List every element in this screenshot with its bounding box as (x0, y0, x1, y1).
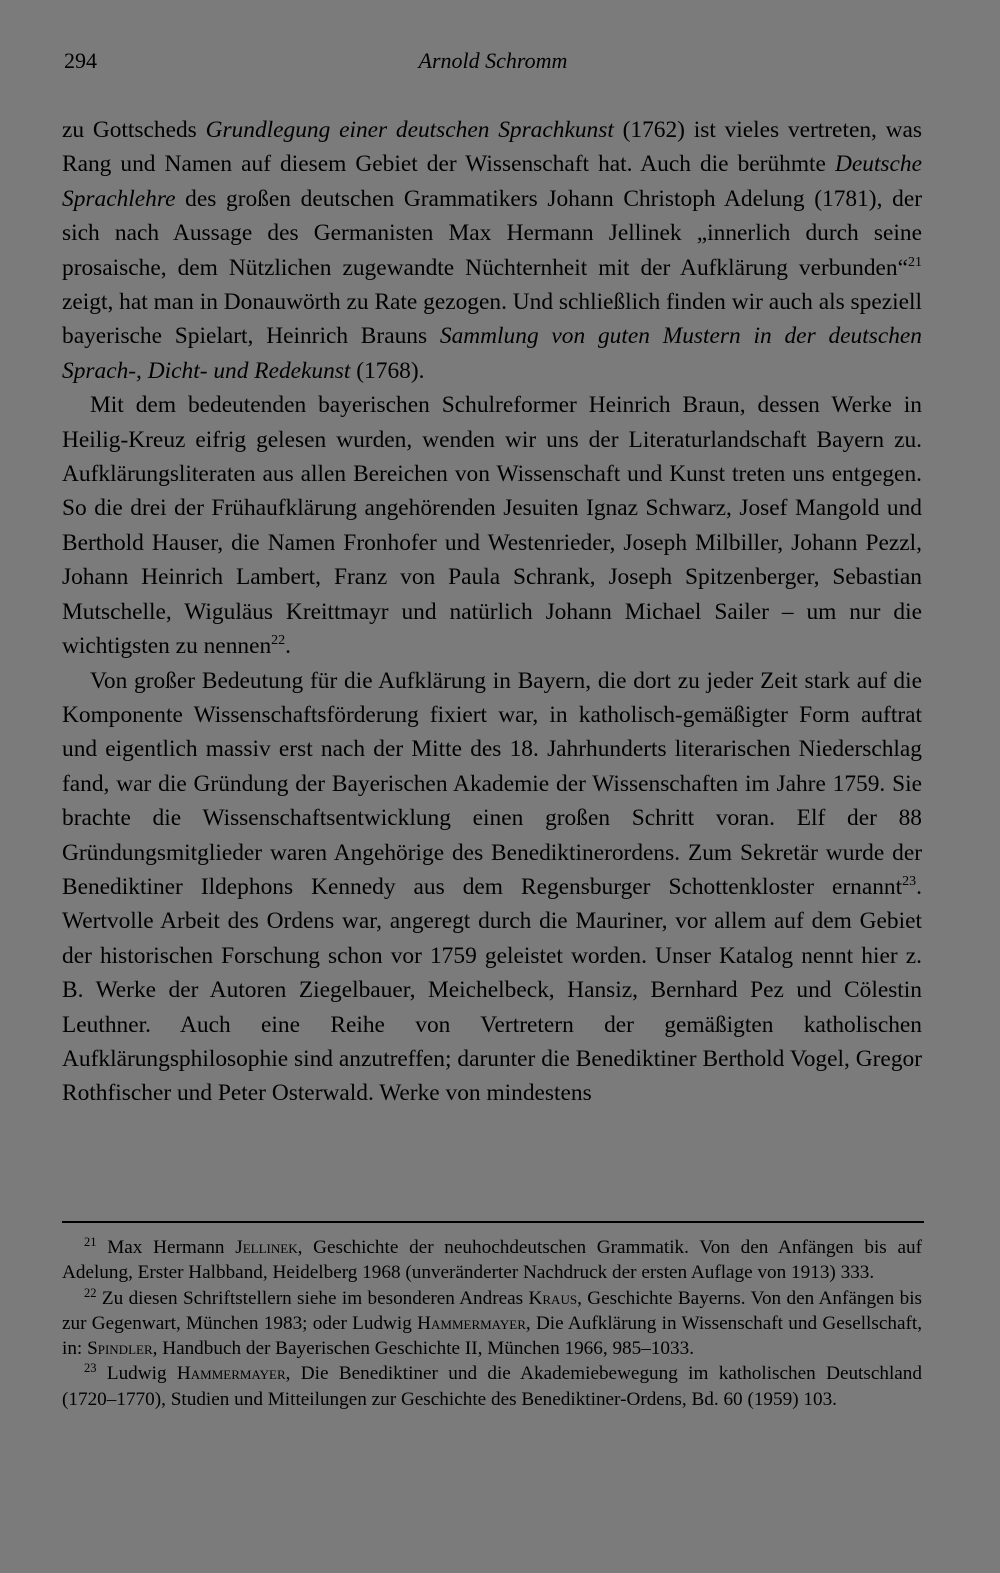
author-name: Jellinek (235, 1237, 298, 1258)
text-run: (1768). (350, 357, 425, 384)
text-run: , Geschichte Bayerns. Von den Anfängen bis zur Gegenwart, München 1983; oder Ludwig (62, 1287, 922, 1334)
text-run: Mit dem bedeutenden bayerischen Schulreformer Heinrich Braun, dessen Werke in Heilig-Kreuz eifrig gelesen wurden, wenden wir uns der Literaturlandschaft Bayern zu. Aufklärungsliteraten aus allen Bereichen von Wissenschaft und Kunst treten uns entgegen. So die drei der Frühaufklärung angehörenden Jesuiten Ignaz Schwarz, Josef Mangold und Berthold Hauser, die Namen Fronhofer und Westenrieder, Joseph Milbiller, Johann Pezzl, Johann Heinrich Lambert, Franz von Paula Schrank, Joseph Spitzenberger, Sebastian Mutschelle, Wiguläus Kreittmayr und natürlich Johann Michael Sailer – um nur die wichtigsten zu nennen (62, 392, 922, 660)
footnote-number: 21 (84, 1235, 97, 1249)
footnote-number: 23 (84, 1361, 97, 1376)
book-title: Sammlung von guten Mustern in der deutschen Sprach-, Dicht- und Redekunst (62, 323, 922, 384)
author-name: Hammermayer (176, 1363, 286, 1385)
footnote-reference: 23 (902, 873, 917, 889)
text-run: zeigt, hat man in Donauwörth zu Rate gezogen. Und schließlich finden wir auch als speziell bayerische Spielart, Heinrich Brauns (62, 289, 922, 350)
footnote-divider (62, 1221, 924, 1223)
page-header (64, 48, 922, 78)
author-name: Spindler (87, 1338, 153, 1360)
text-run: des großen deutschen Grammatikers Johann Christoph Adelung (1781), der sich nach Aussage des Germanisten Max Hermann Jellinek „innerlich durch seine prosaische, dem Nützlichen zugewandte Nüchternheit mit der Aufklärung verbunden“ (62, 185, 922, 281)
paragraph (62, 664, 922, 1111)
text-run: , Handbuch der Bayerischen Geschichte II, München 1966, 985–1033. (152, 1338, 694, 1360)
footnote (62, 1235, 922, 1286)
footnote (62, 1286, 922, 1362)
text-run: . (285, 633, 292, 660)
paragraph (62, 388, 922, 663)
page-number: 294 (64, 48, 97, 73)
text-run: Von großer Bedeutung für die Aufklärung in Bayern, die dort zu jeder Zeit stark auf die Komponente Wissenschaftsförderung fixiert war, in katholisch-gemäßigter Form auftrat und eigentlich massiv erst nach der Mitte des 18. Jahrhunderts literarischen Niederschlag fand, war die Gründung der Bayerischen Akademie der Wissenschaften im Jahre 1759. Sie brachte die Wissenschaftsentwicklung einen großen Schritt voran. Elf der 88 Gründungsmitglieder waren Angehörige des Benediktinerordens. Zum Sekretär wurde der Benediktiner Ildephons Kennedy aus dem Regensburger Schottenkloster ernannt (62, 667, 922, 900)
text-run: (1762) ist vieles vertreten, was Rang und Namen auf diesem Gebiet der Wissenschaft hat. Auch die berühmte (62, 117, 923, 178)
footnote-number: 22 (84, 1285, 97, 1300)
text-run: Max Hermann (96, 1237, 236, 1258)
book-title: Grundlegung einer deutschen Sprachkunst (205, 117, 614, 143)
running-head: Arnold Schromm (418, 48, 568, 73)
text-run: , Die Aufklärung in Wissenschaft und Gesellschaft, in: (62, 1312, 922, 1360)
author-name: Kraus (528, 1287, 578, 1309)
text-run: Zu diesen Schriftstellern siehe im besonderen Andreas (96, 1287, 529, 1309)
body-text (62, 113, 922, 1111)
book-title: Deutsche Sprachlehre (62, 151, 922, 212)
text-run: Ludwig (96, 1363, 177, 1385)
author-name: Hammermayer (417, 1312, 526, 1334)
footnotes (62, 1235, 922, 1412)
text-run: , Die Benediktiner und die Akademiebewegung im katholischen Deutschland (1720–1770), Studien und Mitteilungen zur Geschichte des Benediktiner-Ordens, Bd. 60 (1959) 103. (62, 1363, 922, 1410)
footnote-reference: 21 (908, 254, 922, 270)
text-run: , Geschichte der neuhochdeutschen Grammatik. Von den Anfängen bis auf Adelung, Erster Halbband, Heidelberg 1968 (unveränderter Nachdruck der ersten Auflage von 1913) 333. (62, 1237, 922, 1284)
paragraph (62, 113, 922, 388)
footnote (62, 1361, 922, 1412)
footnote-reference: 22 (271, 633, 286, 649)
text-run: . Wertvolle Arbeit des Ordens war, angeregt durch die Mauriner, vor allem auf dem Gebiet der historischen Forschung schon vor 1759 geleistet worden. Unser Katalog nennt hier z. B. Werke der Autoren Ziegelbauer, Meichelbeck, Hansiz, Bernhard Pez und Cölestin Leuthner. Auch eine Reihe von Vertretern der gemäßigten katholischen Aufklärungsphilosophie sind anzutreffen; darunter die Benediktiner Berthold Vogel, Gregor Rothfischer und Peter Osterwald. Werke von mindestens (62, 873, 922, 1107)
text-run: zu Gottscheds (62, 117, 206, 143)
